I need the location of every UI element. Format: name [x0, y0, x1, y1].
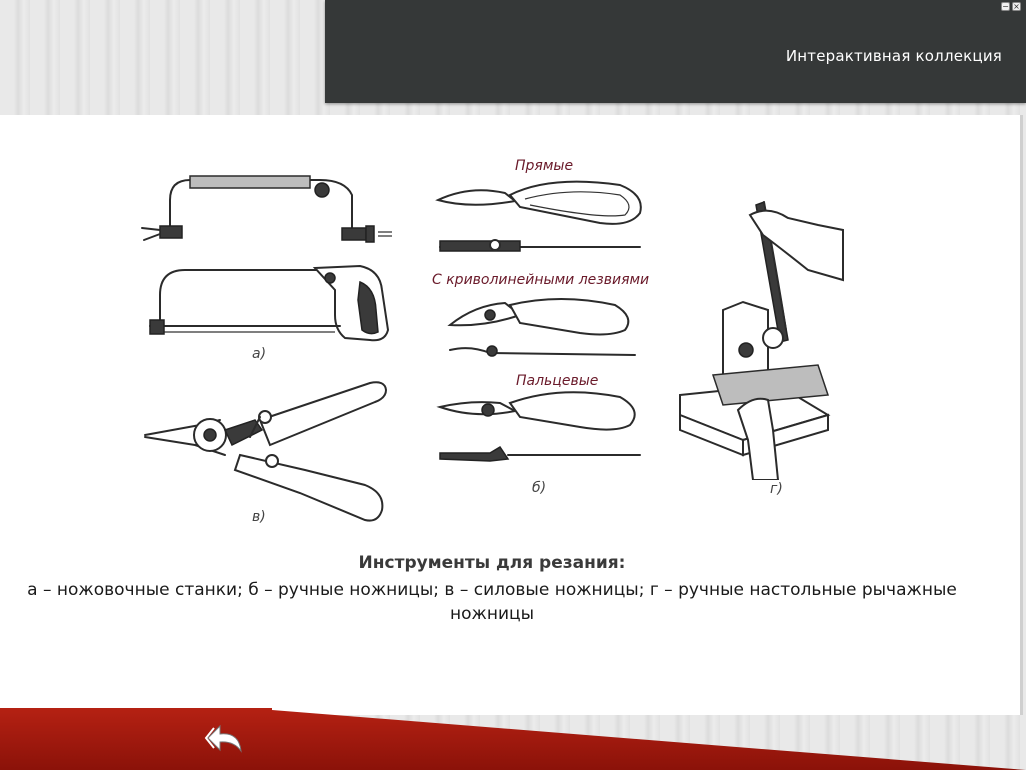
caption-title: Инструменты для резания: — [358, 553, 626, 573]
header-bar — [325, 0, 1026, 103]
label-curved: С криволинейными лезвиями — [432, 272, 650, 288]
label-v: в) — [252, 509, 266, 525]
label-straight: Прямые — [515, 158, 574, 174]
label-finger: Пальцевые — [516, 373, 599, 389]
label-b: б) — [532, 480, 547, 496]
footer-bar — [0, 708, 1026, 770]
back-arrow-icon — [204, 722, 244, 754]
hand-shears-illustration — [430, 175, 660, 475]
back-button[interactable] — [204, 722, 244, 754]
label-g: г) — [770, 481, 783, 497]
minimize-icon[interactable]: − — [1002, 2, 1009, 11]
caption-text: а – ножовочные станки; б – ручные ножницы; в – силовые ножницы; г – ручные настольные рычажные ножницы — [27, 580, 957, 624]
label-a: а) — [252, 346, 267, 362]
bench-lever-shears-illustration — [668, 190, 858, 480]
close-icon[interactable]: × — [1013, 2, 1020, 11]
power-shears-illustration — [140, 375, 390, 525]
hacksaw-frames-illustration — [130, 170, 400, 350]
app-title: Интерактивная коллекция — [785, 47, 1002, 65]
